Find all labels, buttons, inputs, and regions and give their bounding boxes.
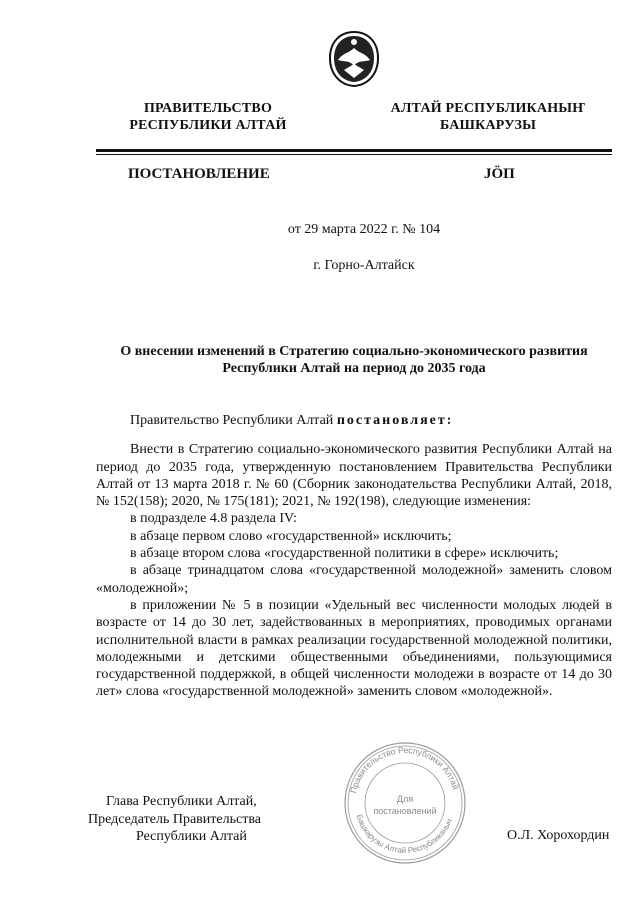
stamp-ring-text-bottom: Башкарузы Алтай Республиканын <box>354 813 454 856</box>
header-divider-thick <box>96 149 612 152</box>
emblem-icon <box>328 30 380 88</box>
signatory-line1: Глава Республики Алтай, <box>106 794 257 809</box>
intro-paragraph <box>96 412 612 429</box>
header-right-line2: БАШКАРУЗЫ <box>439 118 537 133</box>
intro-decree-word: постановляет: <box>336 413 454 428</box>
official-stamp <box>342 740 468 866</box>
header-left-line2: РЕСПУБЛИКИ АЛТАЙ <box>129 118 287 133</box>
body-paragraph: в абзаце первом слово «государственной» исключить; <box>130 528 452 544</box>
header-left <box>98 100 318 134</box>
body-paragraph: в приложении № 5 в позиции «Удельный вес численности молодых людей в возрасте от 14 до 30 лет, задействованных в мероприятиях, проводимых органами исполнительной власти в рамках реализации государственной молодежной политики, молодежными и детскими общественными объединениями, пользующимися государственной поддержкой, в общей численности молодежи в возрасте от 14 до 30 лет» слова «государственной молодежной» заменить словом «молодежной». <box>96 597 612 700</box>
header-divider-thin <box>96 154 612 155</box>
signatory-name: О.Л. Хорохордин <box>507 828 610 843</box>
stamp-center-line1: Для <box>396 794 414 804</box>
body-paragraph: Внести в Стратегию социально-экономического развития Республики Алтай на период до 2035 года, утвержденную постановлением Правительства Республики Алтай от 13 марта 2018 г. № 60 (Сборник законодательства Республики Алтай, 2018, № 152(158); 2020, № 175(181); 2021, № 192(198), следующие изменения: <box>96 442 612 510</box>
body-paragraph: в подразделе 4.8 раздела IV: <box>130 511 298 527</box>
subject-line2: Республики Алтай на период до 2035 года <box>222 361 486 376</box>
document-date: от 29 марта 2022 г. № 104 <box>287 222 441 237</box>
document-body <box>96 412 612 701</box>
stamp-center-line2: постановлений <box>373 806 437 816</box>
intro-text: Правительство Республики Алтай <box>130 413 337 428</box>
body-paragraph: в абзаце тринадцатом слова «государственной молодежной» заменить словом «молодежной»; <box>96 563 612 596</box>
document-city: г. Горно-Алтайск <box>313 258 415 273</box>
header-left-line1: ПРАВИТЕЛЬСТВО <box>143 101 273 116</box>
header-right-line1: АЛТАЙ РЕСПУБЛИКАНЫҤ <box>390 101 586 116</box>
document-subject <box>96 343 612 377</box>
stamp-ring-text: Правительство Республики Алтай <box>348 744 462 795</box>
subject-line1: О внесении изменений в Стратегию социально-экономического развития <box>120 344 588 359</box>
signatory-position <box>88 793 288 846</box>
body-paragraph: в абзаце втором слова «государственной политики в сфере» исключить; <box>130 546 559 562</box>
signatory-line3: Республики Алтай <box>136 829 247 844</box>
header-right <box>378 100 598 134</box>
signatory-line2: Председатель Правительства <box>88 811 261 827</box>
document-type-title: ПОСТАНОВЛЕНИЕ <box>128 166 270 182</box>
document-type-title-altai: JӦП <box>484 166 515 182</box>
